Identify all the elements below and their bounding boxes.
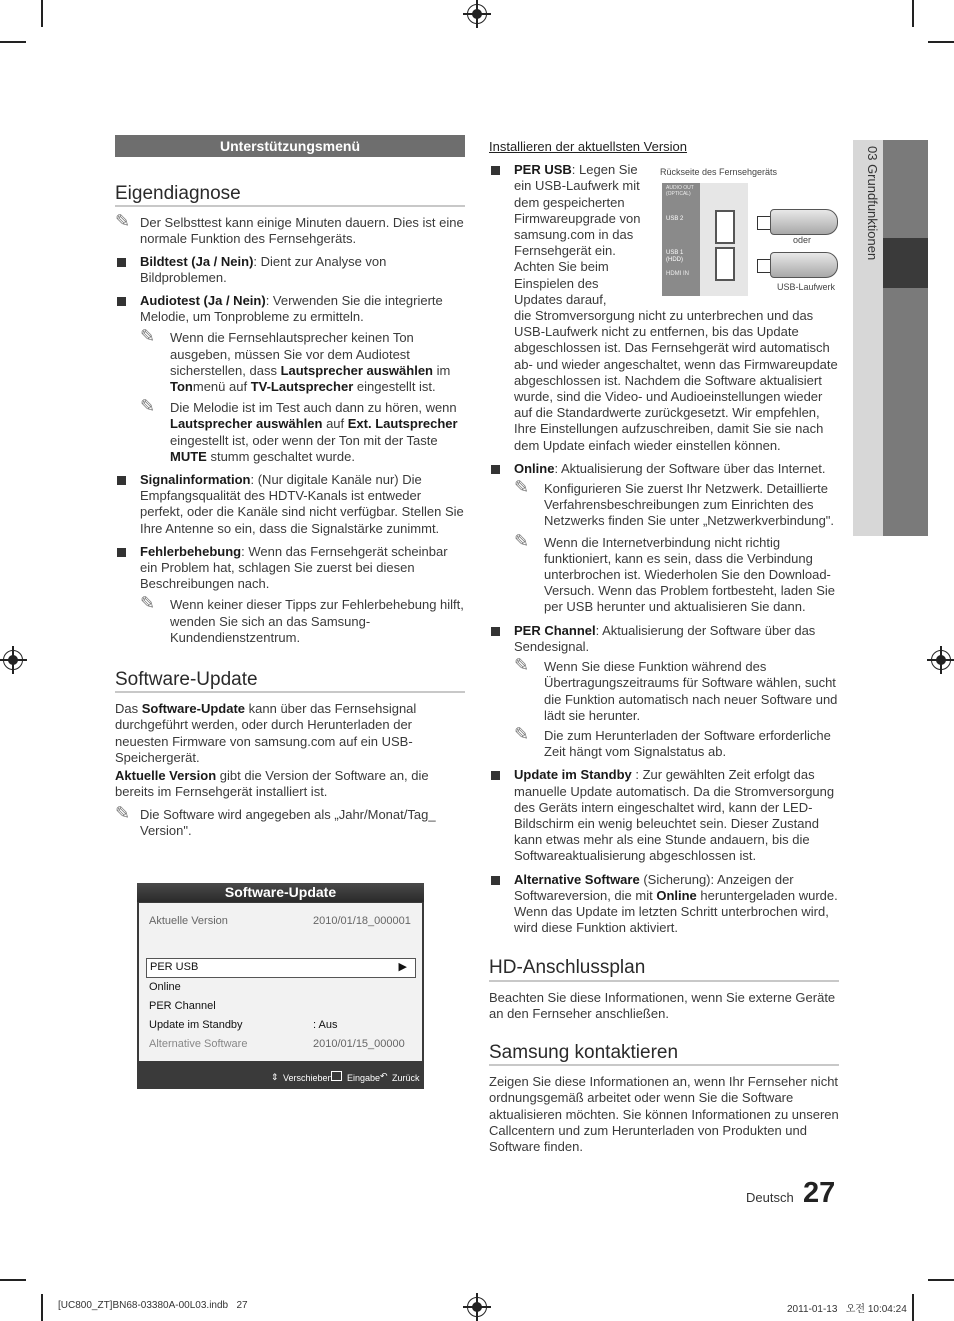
note: ✎ Die Software wird angegeben als „Jahr/Monat/Tag_ Version".: [115, 802, 436, 838]
crop-mark: [0, 41, 26, 43]
usb-plug-icon: [757, 216, 771, 230]
bullet-item: Update im Standby : Zur gewählten Zeit erfolgt das manuelle Update automatisch. Da die Stromversorgung des Geräts intern eingeschaltet wird, kann der LED-Bildschirm ein wenig beleuchtet sein. Dieser Zustand kann etwas mehr als eine Stunde andauern, bis die Softwareaktualisierung abgeschlossen ist.: [489, 767, 839, 864]
bullet-item: Signalinformation: (Nur digitale Kanäle nur) Die Empfangsqualität des HDTV-Kanals ist entweder perfekt, oder die Kanäle sind nicht verfügbar. Stellen Sie Ihre Antenne so ein, dass die Signalstärke zunimmt.: [115, 472, 465, 537]
chapter-tab-marker: [883, 238, 928, 288]
tv-panel-image: AUDIO OUT (OPTICAL) USB 2 USB 1 (HDD) HDMI IN: [662, 183, 700, 296]
square-bullet-icon: [491, 166, 500, 175]
osd-current-value: 2010/01/18_000001: [313, 915, 411, 927]
square-bullet-icon: [117, 548, 126, 557]
square-bullet-icon: [491, 876, 500, 885]
usb-port-icon: [715, 247, 735, 281]
pencil-note-icon: ✎: [514, 723, 530, 744]
figure-label-or: oder: [793, 235, 812, 245]
chapter-tab-label: 03 Grundfunktionen: [865, 146, 880, 261]
pencil-note-icon: ✎: [115, 802, 131, 823]
crop-mark: [912, 1294, 914, 1321]
osd-item-alternative[interactable]: Alternative Software: [149, 1038, 248, 1050]
crop-mark: [912, 0, 914, 27]
bullet-item: Fehlerbehebung: Wenn das Fernsehgerät scheinbar ein Problem hat, schlagen Sie zuerst bei diesen Beschreibungen nach.: [115, 544, 465, 593]
square-bullet-icon: [491, 771, 500, 780]
chapter-tab-dark: [883, 140, 928, 536]
pencil-note-icon: ✎: [140, 593, 156, 614]
square-bullet-icon: [117, 476, 126, 485]
bullet-item: Online: Aktualisierung der Software über das Internet.: [489, 461, 839, 477]
footer-stamp: 2011-01-13 오전 10:04:24: [787, 1304, 907, 1315]
square-bullet-icon: [491, 465, 500, 474]
osd-item-per-channel[interactable]: PER Channel: [149, 1000, 216, 1012]
sub-note: ✎ Wenn keiner dieser Tipps zur Fehlerbehebung hilft, wenden Sie sich an das Samsung-Kundendienstzentrum.: [140, 593, 464, 645]
left-column: [115, 135, 465, 839]
sub-note: ✎ Die Melodie ist im Test auch dann zu hören, wenn Lautsprecher auswählen auf Ext. Lautsprecher eingestellt ist, oder wenn der Ton mit der Taste MUTE stumm geschaltet wurde.: [140, 396, 458, 464]
menu-banner: Unterstützungsmenü: [115, 135, 465, 157]
square-bullet-icon: [491, 627, 500, 636]
registration-mark-icon: [3, 650, 23, 670]
arrow-right-icon: ▶: [398, 961, 407, 973]
bullet-item: Bildtest (Ja / Nein): Dient zur Analyse von Bildproblemen.: [115, 254, 465, 286]
heading-eigendiagnose: Eigendiagnose: [115, 186, 465, 207]
crop-mark: [41, 1294, 43, 1321]
software-update-osd: [137, 883, 424, 1089]
paragraph: Das Software-Update kann über das Fernsehsignal durchgeführt werden, oder durch Herunterladen der neuesten Firmware von samsung.com auf ein USB-Speichergerät.: [115, 701, 417, 765]
pencil-note-icon: ✎: [514, 655, 530, 676]
osd-footer: ⇕ Verschieben Eingabe ↶ Zurück: [271, 1071, 420, 1083]
osd-body: [139, 903, 422, 1061]
bullet-item: Alternative Software (Sicherung): Anzeigen der Softwareversion, die mit Online heruntergeladen wurde. Wenn das Update im letzten Schritt unterbrochen wird, wird diese Funktion aktiviert.: [489, 872, 839, 937]
pencil-note-icon: ✎: [140, 396, 156, 417]
sub-note: ✎ Konfigurieren Sie zuerst Ihr Netzwerk. Detaillierte Verfahrensbeschreibungen zum Einrichten des Netzwerks finden Sie unter „Netzwerkverbindung".: [514, 477, 835, 529]
heading-samsung-kontaktieren: Samsung kontaktieren: [489, 1045, 839, 1066]
bullet-item: PER Channel: Aktualisierung der Software über das Sendesignal.: [489, 623, 839, 655]
osd-alternative-value: 2010/01/15_00000: [313, 1038, 405, 1050]
sub-note: ✎ Wenn die Internetverbindung nicht richtig funktioniert, kann es sein, dass die Verbindung unterbrochen ist. Wiederholen Sie den Download-Versuch. Wenn das Problem fortbesteht, laden Sie per USB herunter und aktualisieren Sie dann.: [514, 530, 835, 615]
note: ✎ Der Selbsttest kann einige Minuten dauern. Dies ist eine normale Funktion des Fernsehgeräts.: [115, 211, 464, 247]
registration-mark-icon: [467, 1297, 487, 1317]
install-heading: Installieren der aktuellsten Version: [489, 139, 688, 154]
pencil-note-icon: ✎: [115, 211, 131, 232]
usb-figure: [660, 167, 845, 297]
pencil-note-icon: ✎: [514, 477, 530, 498]
figure-label-usb: USB-Laufwerk: [777, 282, 836, 292]
paragraph: Aktuelle Version gibt die Version der Software an, die bereits im Fernsehgerät installiert ist.: [115, 768, 429, 800]
bullet-item: Audiotest (Ja / Nein): Verwenden Sie die integrierte Melodie, um Tonprobleme zu ermitteln.: [115, 293, 465, 325]
pencil-note-icon: ✎: [514, 530, 530, 551]
osd-item-per-usb[interactable]: PER USB ▶: [146, 958, 416, 978]
return-icon: ↶: [380, 1071, 388, 1081]
square-bullet-icon: [117, 258, 126, 267]
registration-mark-icon: [467, 4, 487, 24]
osd-item-online[interactable]: Online: [149, 981, 181, 993]
updown-icon: ⇕: [271, 1072, 279, 1082]
usb-plug-icon: [757, 259, 771, 273]
osd-title: Software-Update: [137, 883, 424, 902]
heading-software-update: Software-Update: [115, 672, 465, 693]
heading-hd-anschlussplan: HD-Anschlussplan: [489, 960, 839, 981]
usb-drive-icon: [770, 209, 838, 235]
crop-mark: [0, 1279, 26, 1281]
footer-language: Deutsch: [746, 1190, 794, 1205]
enter-icon: [331, 1071, 342, 1081]
sub-note: ✎ Wenn die Fernsehlautsprecher keinen Ton ausgeben, müssen Sie vor dem Audiotest sicherstellen, dass Lautsprecher auswählen im Tonmenü auf TV-Lautsprecher eingestellt ist.: [140, 326, 451, 395]
figure-caption-back: Rückseite des Fernsehgeräts: [660, 167, 778, 177]
footer-file: [UC800_ZT]BN68-03380A-00L03.indb 27: [58, 1300, 248, 1311]
usb-drive-icon: [770, 252, 838, 278]
sub-note: ✎ Wenn Sie diese Funktion während des Übertragungszeitraums für Software wählen, sucht die Funktion automatisch nach neuer Software und lädt sie herunter.: [514, 655, 838, 723]
square-bullet-icon: [117, 297, 126, 306]
osd-current-label: Aktuelle Version: [149, 915, 228, 927]
crop-mark: [41, 0, 43, 27]
usb-port-icon: [715, 210, 735, 244]
paragraph: Zeigen Sie diese Informationen an, wenn Ihr Fernseher nicht ordnungsgemäß arbeitet oder wenn Sie die Software aktualisieren möchten. Sie können Informationen zu unseren Callcentern und zum Herunterladen von Produkten und Software finden.: [489, 1074, 839, 1154]
sub-note: ✎ Die zum Herunterladen der Software erforderliche Zeit hängt vom Signalstatus ab.: [514, 723, 831, 760]
osd-standby-value: : Aus: [313, 1019, 338, 1031]
crop-mark: [928, 41, 954, 43]
page-number: 27: [803, 1177, 836, 1209]
bullet-item-per-usb: PER USB: Legen Sie ein USB-Laufwerk mit dem gespeicherten Firmwareupgrade von samsung.com in das Fernsehgerät ein. Achten Sie beim Einspielen des Updates darauf, die Stromversorgung nicht zu unterbrechen und das USB-Laufwerk nicht zu entfernen, bis das Update abgeschlossen ist. Das Fernsehgerät wird automatisch ab- und wieder angeschaltet, wenn das Firmwareupdate abgeschlossen ist. Nachdem die Software aktualisiert wurde, sind die Video- und Audioeinstellungen wieder auf die Standardwerte zurückgesetzt. Wir empfehlen, Ihre Einstellungen aufzuschreiben, damit Sie sie nach dem Update einfach wieder einstellen können.: [489, 162, 839, 454]
osd-item-standby[interactable]: Update im Standby: [149, 1019, 243, 1031]
usb-port-area: [700, 183, 748, 296]
pencil-note-icon: ✎: [140, 326, 156, 347]
crop-mark: [928, 1279, 954, 1281]
paragraph: Beachten Sie diese Informationen, wenn Sie externe Geräte an den Fernseher anschließen.: [489, 989, 836, 1021]
registration-mark-icon: [931, 650, 951, 670]
